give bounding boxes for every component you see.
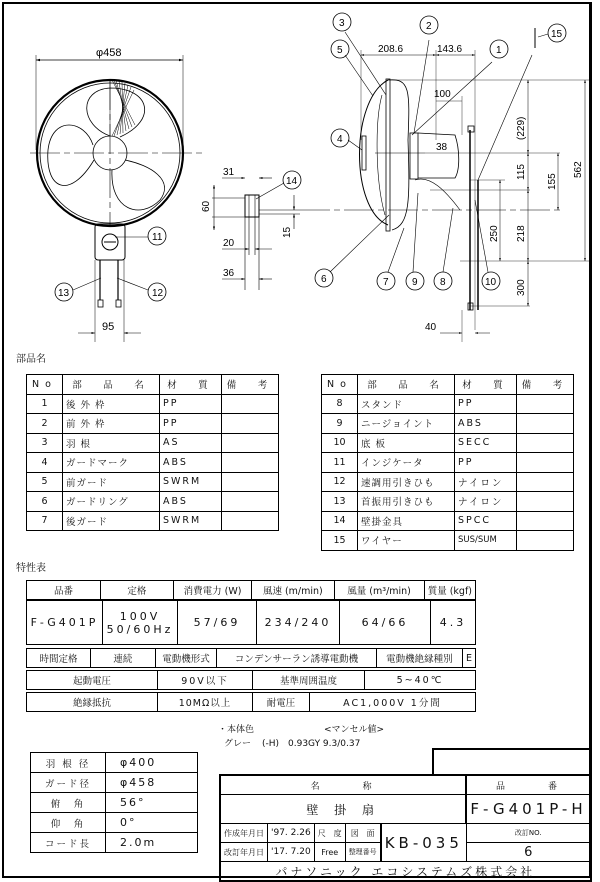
- revised-label: 改訂年月日: [220, 843, 268, 862]
- time-rating-label: 時間定格: [27, 649, 91, 668]
- dim-value: φ400: [106, 753, 198, 773]
- col-no: No: [27, 375, 63, 395]
- part-material: SWRM: [160, 511, 222, 531]
- company-row: [220, 862, 591, 882]
- name-header: 名 称: [220, 775, 466, 795]
- dim-bracket-60: 60: [201, 200, 212, 212]
- part-name: ガードリング: [63, 492, 160, 512]
- parts-table-right: [321, 374, 574, 551]
- drawing-number: KB-035: [381, 824, 467, 862]
- spec-header-air-speed: 風速 (m/min): [252, 581, 334, 600]
- col-remarks: 備 考: [222, 375, 279, 395]
- drawing-no-label-1: 図 面: [345, 824, 381, 843]
- spec-row5-table: [26, 692, 476, 712]
- spec-air-volume: 64/66: [340, 601, 431, 645]
- part-no: 14: [322, 511, 358, 531]
- table-row: [322, 433, 574, 453]
- part-no: 4: [27, 453, 63, 473]
- spec-rating-voltage: 100V: [119, 609, 161, 623]
- created-label: 作成年月日: [220, 824, 268, 843]
- company-name: パナソニック エコシステムズ株式会社: [220, 862, 591, 882]
- spec-section-title: 特性表: [16, 563, 46, 574]
- callout-8: 8: [440, 277, 446, 288]
- table-row: [27, 472, 279, 492]
- table-row: [27, 394, 279, 414]
- table-row: [322, 453, 574, 473]
- part-name: 首振用引きひも: [358, 492, 455, 512]
- part-remarks: [222, 511, 279, 531]
- table-row: [322, 511, 574, 531]
- callout-5: 5: [337, 45, 343, 56]
- col-material: 材 質: [160, 375, 222, 395]
- table-row: [31, 773, 198, 793]
- spec-table: [26, 580, 476, 600]
- spec-header-air-volume: 風量 (m³/min): [334, 581, 424, 600]
- part-no: 11: [322, 453, 358, 473]
- dim-label: 俯 角: [31, 793, 106, 813]
- part-name: ガードマーク: [63, 453, 160, 473]
- dim-562: 562: [573, 161, 584, 178]
- part-material: SWRM: [160, 472, 222, 492]
- front-view: [30, 55, 203, 342]
- dim-value: φ458: [106, 773, 198, 793]
- dim-300: 300: [516, 279, 527, 296]
- part-no: 8: [322, 394, 358, 414]
- part-remarks: [517, 453, 574, 473]
- spec-header-row: [27, 581, 476, 600]
- part-material: ナイロン: [455, 492, 517, 512]
- spec-row4-table: [26, 670, 476, 690]
- spec-row-4: [27, 671, 476, 690]
- part-remarks: [517, 433, 574, 453]
- part-material: PP: [455, 394, 517, 414]
- dimensions-table: [30, 752, 198, 853]
- dim-218: 218: [516, 225, 527, 242]
- callout-13: 13: [58, 288, 70, 299]
- insulation-class: E: [462, 649, 475, 668]
- revision-label: 改訂NO.: [466, 824, 590, 843]
- dim-143-6: 143.6: [437, 44, 463, 55]
- dim-value: 0°: [106, 813, 198, 833]
- spec-air-speed: 234/240: [257, 601, 340, 645]
- part-name: スタンド: [358, 394, 455, 414]
- dim-208-6: 208.6: [378, 44, 404, 55]
- callout-10: 10: [485, 277, 497, 288]
- dim-value: 56°: [106, 793, 198, 813]
- dim-100: 100: [434, 89, 451, 100]
- part-name: ニージョイント: [358, 414, 455, 434]
- table-row: [322, 531, 574, 551]
- created-date: '97. 2.26: [268, 824, 315, 843]
- part-no: 6: [27, 492, 63, 512]
- part-material: SECC: [455, 433, 517, 453]
- spec-header-power: 消費電力 (W): [173, 581, 251, 600]
- body-color-name: グレー: [224, 739, 252, 749]
- part-name: 前ガード: [63, 472, 160, 492]
- part-name: 羽 根: [63, 433, 160, 453]
- spec-header-rating: 定格: [100, 581, 173, 600]
- product-name: 壁 掛 扇: [220, 795, 466, 824]
- part-material: AS: [160, 433, 222, 453]
- part-remarks: [517, 472, 574, 492]
- withstand-voltage: AC1,000V 1分間: [310, 693, 476, 712]
- dim-bracket-20: 20: [223, 238, 235, 249]
- part-name: 速調用引きひも: [358, 472, 455, 492]
- part-no: 7: [27, 511, 63, 531]
- table-row: [31, 753, 198, 773]
- part-no: 2: [27, 414, 63, 434]
- callout-12: 12: [152, 288, 164, 299]
- callout-14: 14: [286, 176, 298, 187]
- spec-row-5: [27, 693, 476, 712]
- table-row: [31, 813, 198, 833]
- part-name: 後ガード: [63, 511, 160, 531]
- withstand-voltage-label: 耐電圧: [253, 693, 310, 712]
- spec-rating: [103, 601, 178, 645]
- part-remarks: [222, 453, 279, 473]
- body-color-suffix: (-H): [262, 739, 280, 749]
- table-row: [27, 492, 279, 512]
- start-voltage-label: 起動電圧: [27, 671, 158, 690]
- part-no: 12: [322, 472, 358, 492]
- dim-bracket-36: 36: [223, 268, 235, 279]
- scale-label: 尺 度: [314, 824, 345, 843]
- dim-value: 2.0m: [106, 833, 198, 853]
- dim-229: (229): [516, 116, 527, 140]
- spec-row3-table: [26, 648, 476, 668]
- dim-155: 155: [547, 173, 558, 190]
- part-name: 前 外 枠: [63, 414, 160, 434]
- title-block: [219, 774, 592, 882]
- part-remarks: [517, 511, 574, 531]
- insulation-resistance-label: 絶縁抵抗: [27, 693, 158, 712]
- part-material: PP: [160, 394, 222, 414]
- spec-values-row: [27, 601, 476, 645]
- insulation-resistance: 10MΩ以上: [158, 693, 253, 712]
- part-no: 13: [322, 492, 358, 512]
- callout-6: 6: [321, 274, 327, 285]
- scale-value: Free: [314, 843, 345, 862]
- time-rating: 連続: [90, 649, 155, 668]
- spec-header-model: 品番: [27, 581, 101, 600]
- table-row: [322, 492, 574, 512]
- callout-11: 11: [152, 232, 163, 243]
- title-value-row: [220, 795, 591, 824]
- dim-cord-spacing: 95: [102, 321, 115, 333]
- dim-250: 250: [489, 225, 500, 242]
- parts-section-title: 部品名: [16, 354, 46, 365]
- col-material: 材 質: [455, 375, 517, 395]
- part-remarks: [517, 531, 574, 551]
- part-material: ABS: [160, 492, 222, 512]
- spec-row-3: [27, 649, 476, 668]
- part-no: 10: [322, 433, 358, 453]
- insulation-class-label: 電動機絶縁種別: [376, 649, 462, 668]
- motor-type-label: 電動機形式: [155, 649, 217, 668]
- dim-bracket-31: 31: [223, 167, 235, 178]
- parts-header-row: [322, 375, 574, 395]
- callout-15: 15: [551, 29, 563, 40]
- technical-drawing: [0, 0, 600, 350]
- revision-number: 6: [466, 843, 590, 862]
- dim-label: 羽 根 径: [31, 753, 106, 773]
- part-material: ABS: [455, 414, 517, 434]
- part-name: 壁掛金具: [358, 511, 455, 531]
- part-no: 9: [322, 414, 358, 434]
- spec-header-mass: 質量 (kgf): [424, 581, 475, 600]
- dim-bracket-15: 15: [282, 226, 293, 238]
- part-name: インジケータ: [358, 453, 455, 473]
- callout-2: 2: [426, 21, 432, 32]
- body-color-label: ・本体色: [218, 725, 255, 735]
- col-no: No: [322, 375, 358, 395]
- parts-table-left: [26, 374, 279, 531]
- part-remarks: [517, 414, 574, 434]
- part-no-header: 品 番: [466, 775, 590, 795]
- dim-label: 仰 角: [31, 813, 106, 833]
- munsell-label: <マンセル値>: [324, 725, 385, 735]
- callout-9: 9: [412, 277, 418, 288]
- dim-40: 40: [425, 322, 437, 333]
- drawing-no-label-2: 整理番号: [345, 843, 381, 862]
- munsell-value: 0.93GY 9.3/0.37: [288, 739, 361, 749]
- part-remarks: [222, 414, 279, 434]
- table-row: [27, 453, 279, 473]
- part-remarks: [222, 492, 279, 512]
- spec-model: F-G401P: [27, 601, 103, 645]
- parts-header-row: [27, 375, 279, 395]
- part-name: 底 板: [358, 433, 455, 453]
- dim-guard-diameter: φ458: [96, 47, 122, 59]
- col-remarks: 備 考: [517, 375, 574, 395]
- part-material: SUS/SUM: [455, 531, 517, 551]
- spec-mass: 4.3: [431, 601, 476, 645]
- dim-label: コード長: [31, 833, 106, 853]
- col-name: 部 品 名: [63, 375, 160, 395]
- created-row: [220, 824, 591, 843]
- part-material: ABS: [160, 453, 222, 473]
- part-material: SPCC: [455, 511, 517, 531]
- part-material: PP: [160, 414, 222, 434]
- part-no: 15: [322, 531, 358, 551]
- spec-power: 57/69: [178, 601, 257, 645]
- product-part-no: F-G401P-H: [466, 795, 590, 824]
- ambient-temp: 5~40℃: [365, 671, 476, 690]
- revised-date: '17. 7.20: [268, 843, 315, 862]
- dim-115: 115: [516, 164, 527, 180]
- callout-4: 4: [337, 134, 343, 145]
- callout-7: 7: [383, 277, 389, 288]
- table-row: [322, 414, 574, 434]
- dim-label: ガード径: [31, 773, 106, 793]
- part-no: 5: [27, 472, 63, 492]
- part-remarks: [222, 472, 279, 492]
- table-row: [27, 414, 279, 434]
- spec-rating-frequency: 50/60Hz: [106, 622, 174, 636]
- part-material: PP: [455, 453, 517, 473]
- motor-type: コンデンサーラン誘導電動機: [217, 649, 376, 668]
- dim-38: 38: [436, 142, 448, 153]
- table-row: [322, 472, 574, 492]
- col-name: 部 品 名: [358, 375, 455, 395]
- part-material: ナイロン: [455, 472, 517, 492]
- table-row: [27, 511, 279, 531]
- part-remarks: [222, 394, 279, 414]
- part-remarks: [222, 433, 279, 453]
- part-no: 1: [27, 394, 63, 414]
- part-no: 3: [27, 433, 63, 453]
- part-name: 後 外 枠: [63, 394, 160, 414]
- table-row: [31, 833, 198, 853]
- callout-1: 1: [496, 45, 502, 56]
- title-block-blank: [432, 748, 592, 776]
- callout-3: 3: [339, 18, 345, 29]
- table-row: [322, 394, 574, 414]
- part-name: ワイヤー: [358, 531, 455, 551]
- part-remarks: [517, 492, 574, 512]
- ambient-temp-label: 基準周囲温度: [253, 671, 365, 690]
- table-row: [31, 793, 198, 813]
- part-remarks: [517, 394, 574, 414]
- title-header-row: [220, 775, 591, 795]
- start-voltage: 90V以下: [158, 671, 253, 690]
- table-row: [27, 433, 279, 453]
- spec-values-table: [26, 600, 476, 645]
